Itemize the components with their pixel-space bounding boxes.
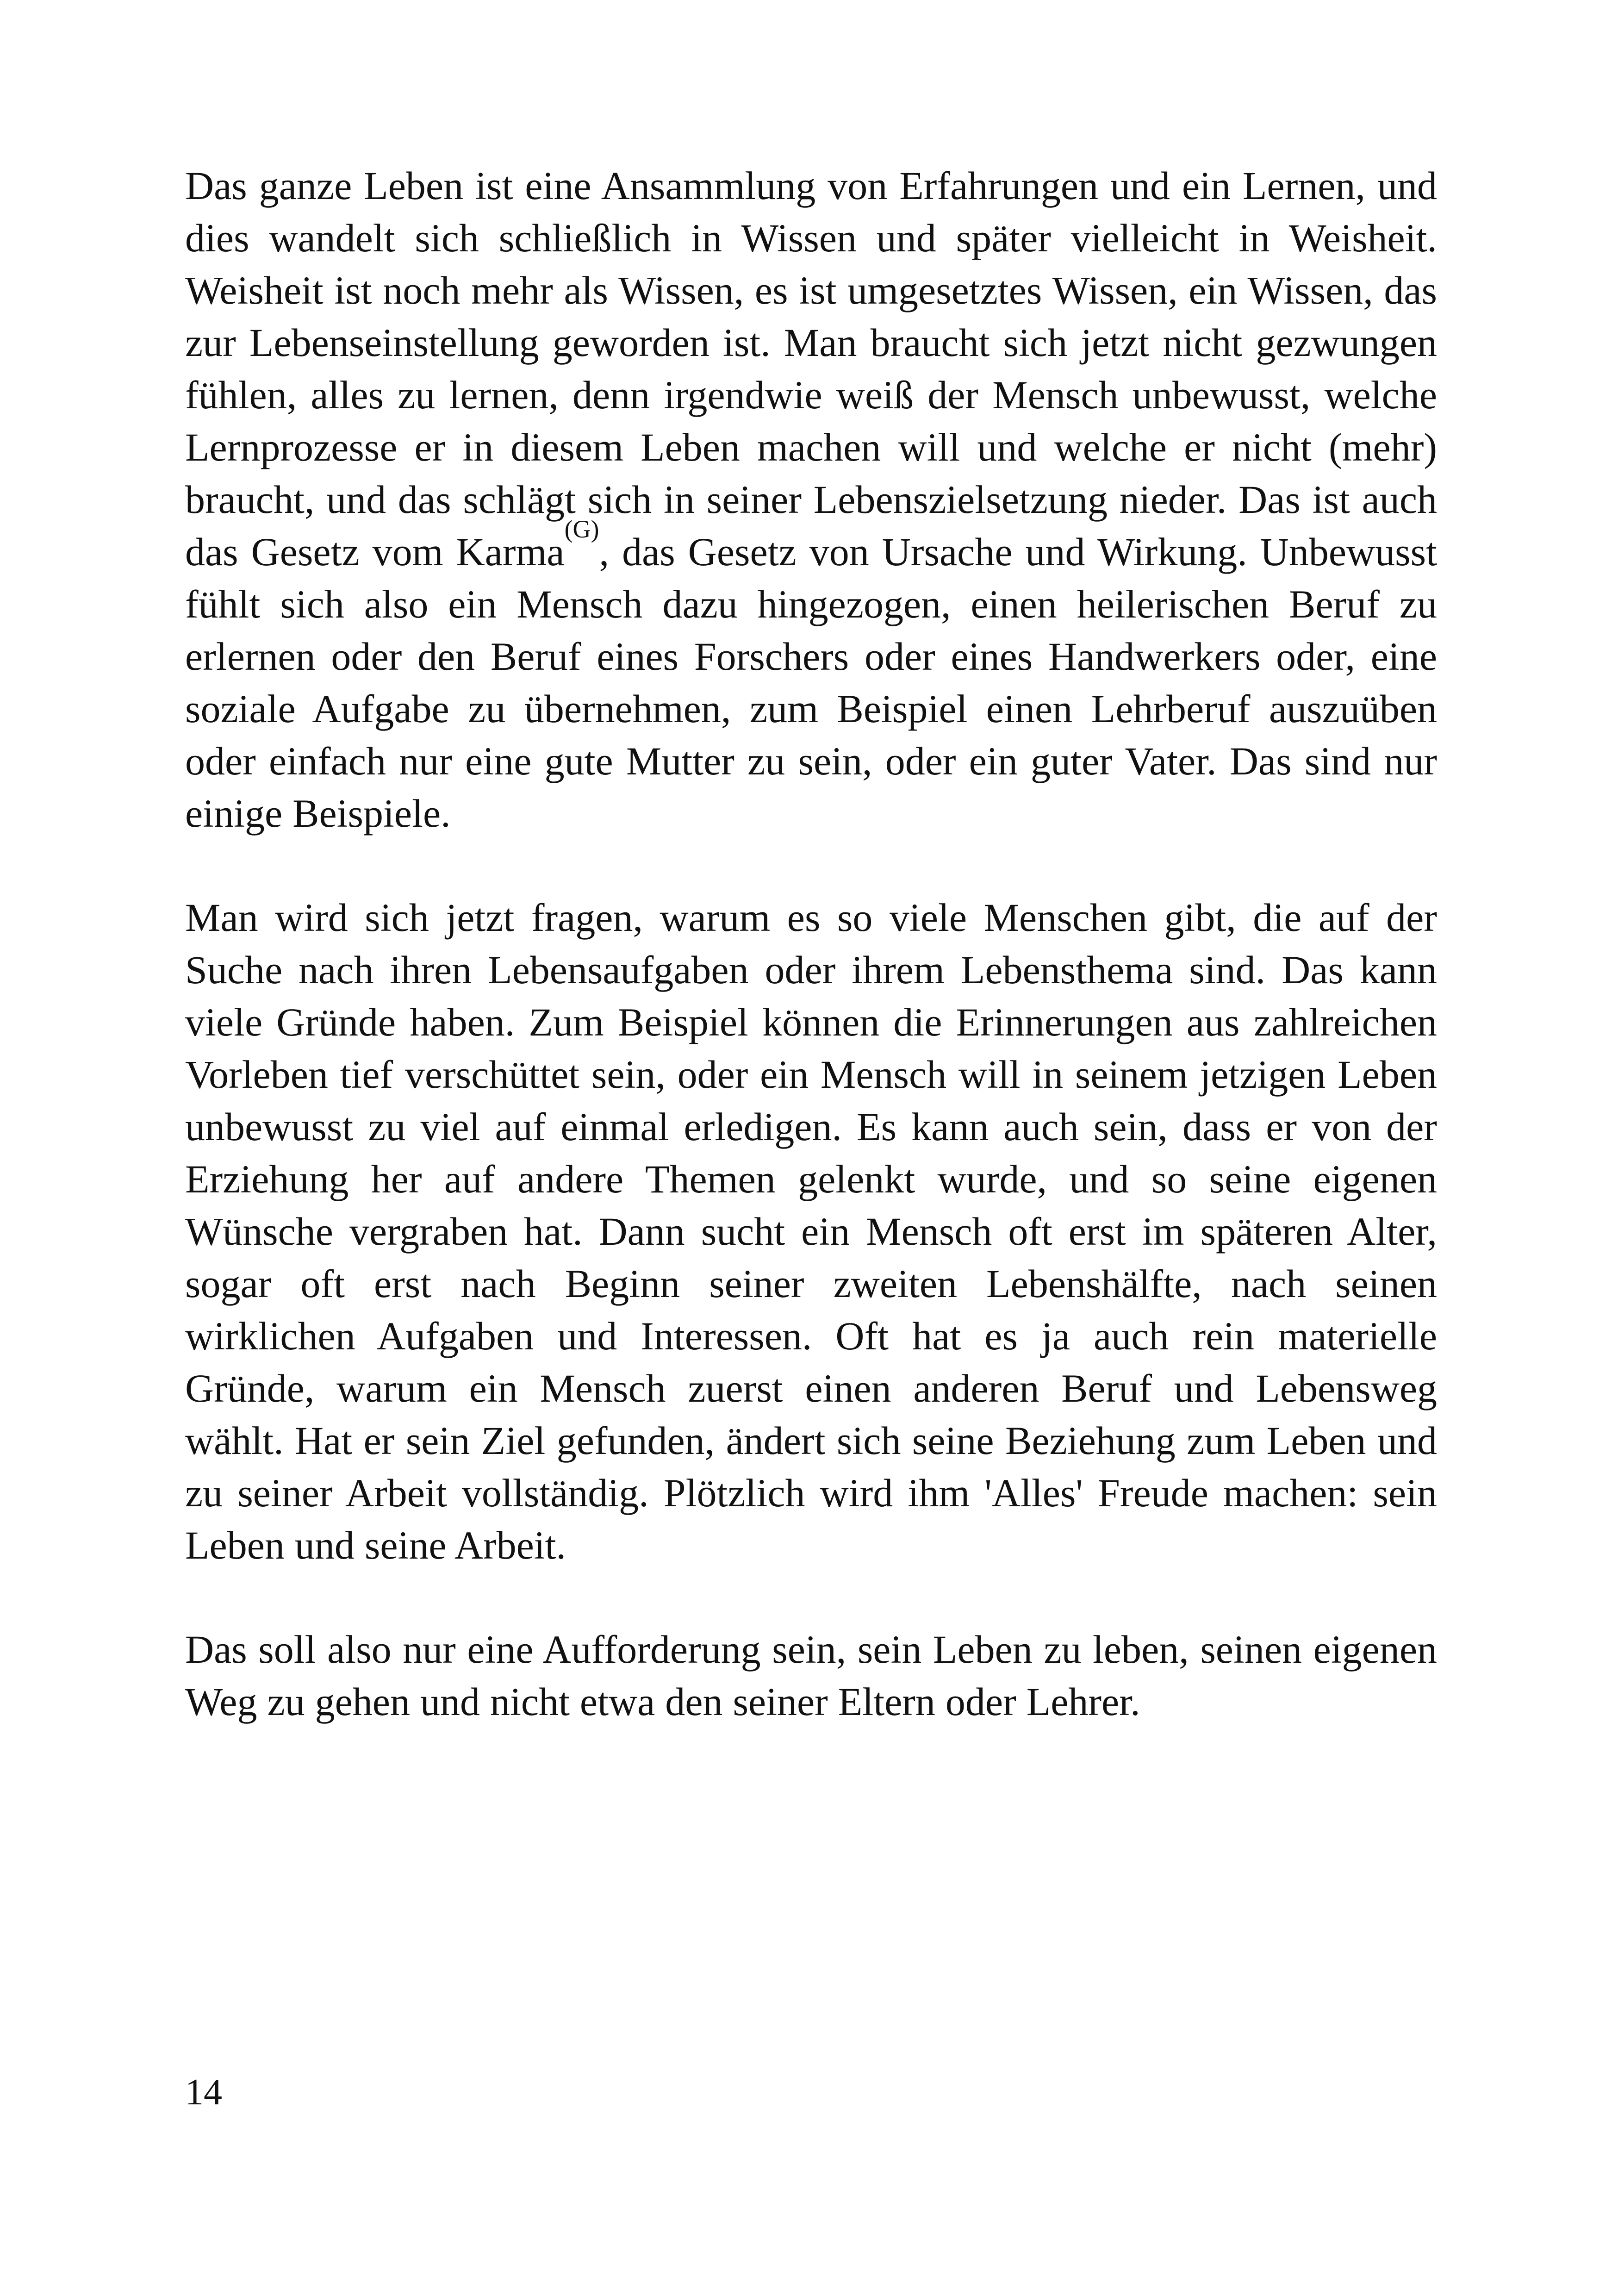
paragraph-1-text-after-reference: , das Gesetz von Ursache und Wirkung. Unbewusst fühlt sich also ein Mensch dazu hingezogen, einen heilerischen Beruf zu erlernen oder den Beruf eines Forschers oder eines Handwerkers oder, eine soziale Aufgabe zu übernehmen, zum Beispiel einen Lehrberuf auszuüben oder einfach nur eine gute Mutter zu sein, oder ein guter Vater. Das sind nur einige Beispiele. xyxy=(185,530,1437,836)
page-number: 14 xyxy=(185,2072,222,2113)
paragraph-1-text-before-reference: Das ganze Leben ist eine Ansammlung von Erfahrungen und ein Lernen, und dies wandelt sich schließlich in Wissen und später vielleicht in Weisheit. Weisheit ist noch mehr als Wissen, es ist umgesetztes Wissen, ein Wissen, das zur Lebenseinstellung geworden ist. Man braucht sich jetzt nicht gezwungen fühlen, alles zu lernen, denn irgendwie weiß der Mensch unbewusst, welche Lernprozesse er in diesem Leben machen will und welche er nicht (mehr) braucht, und das schlägt sich in seiner Lebenszielsetzung nieder. Das ist auch das Gesetz vom Karma xyxy=(185,163,1437,574)
body-text xyxy=(185,160,1437,1728)
paragraph-2: Man wird sich jetzt fragen, warum es so viele Menschen gibt, die auf der Suche nach ihren Lebensaufgaben oder ihrem Lebensthema sind. Das kann viele Gründe haben. Zum Beispiel können die Erinnerungen aus zahlreichen Vorleben tief verschüttet sein, oder ein Mensch will in seinem jetzigen Leben unbewusst zu viel auf einmal erledigen. Es kann auch sein, dass er von der Erziehung her auf andere Themen gelenkt wurde, und so seine eigenen Wünsche vergraben hat. Dann sucht ein Mensch oft erst im späteren Alter, sogar oft erst nach Beginn seiner zweiten Lebenshälfte, nach seinen wirklichen Aufgaben und Interessen. Oft hat es ja auch rein materielle Gründe, warum ein Mensch zuerst einen anderen Beruf und Lebensweg wählt. Hat er sein Ziel gefunden, ändert sich seine Beziehung zum Leben und zu seiner Arbeit vollständig. Plötzlich wird ihm 'Alles' Freude machen: sein Leben und seine Arbeit. xyxy=(185,895,1437,1567)
paragraph-3: Das soll also nur eine Aufforderung sein, sein Leben zu leben, seinen eigenen Weg zu gehen und nicht etwa den seiner Eltern oder Lehrer. xyxy=(185,1627,1437,1724)
paragraph-1 xyxy=(185,160,1437,840)
glossary-reference: (G) xyxy=(564,515,599,543)
